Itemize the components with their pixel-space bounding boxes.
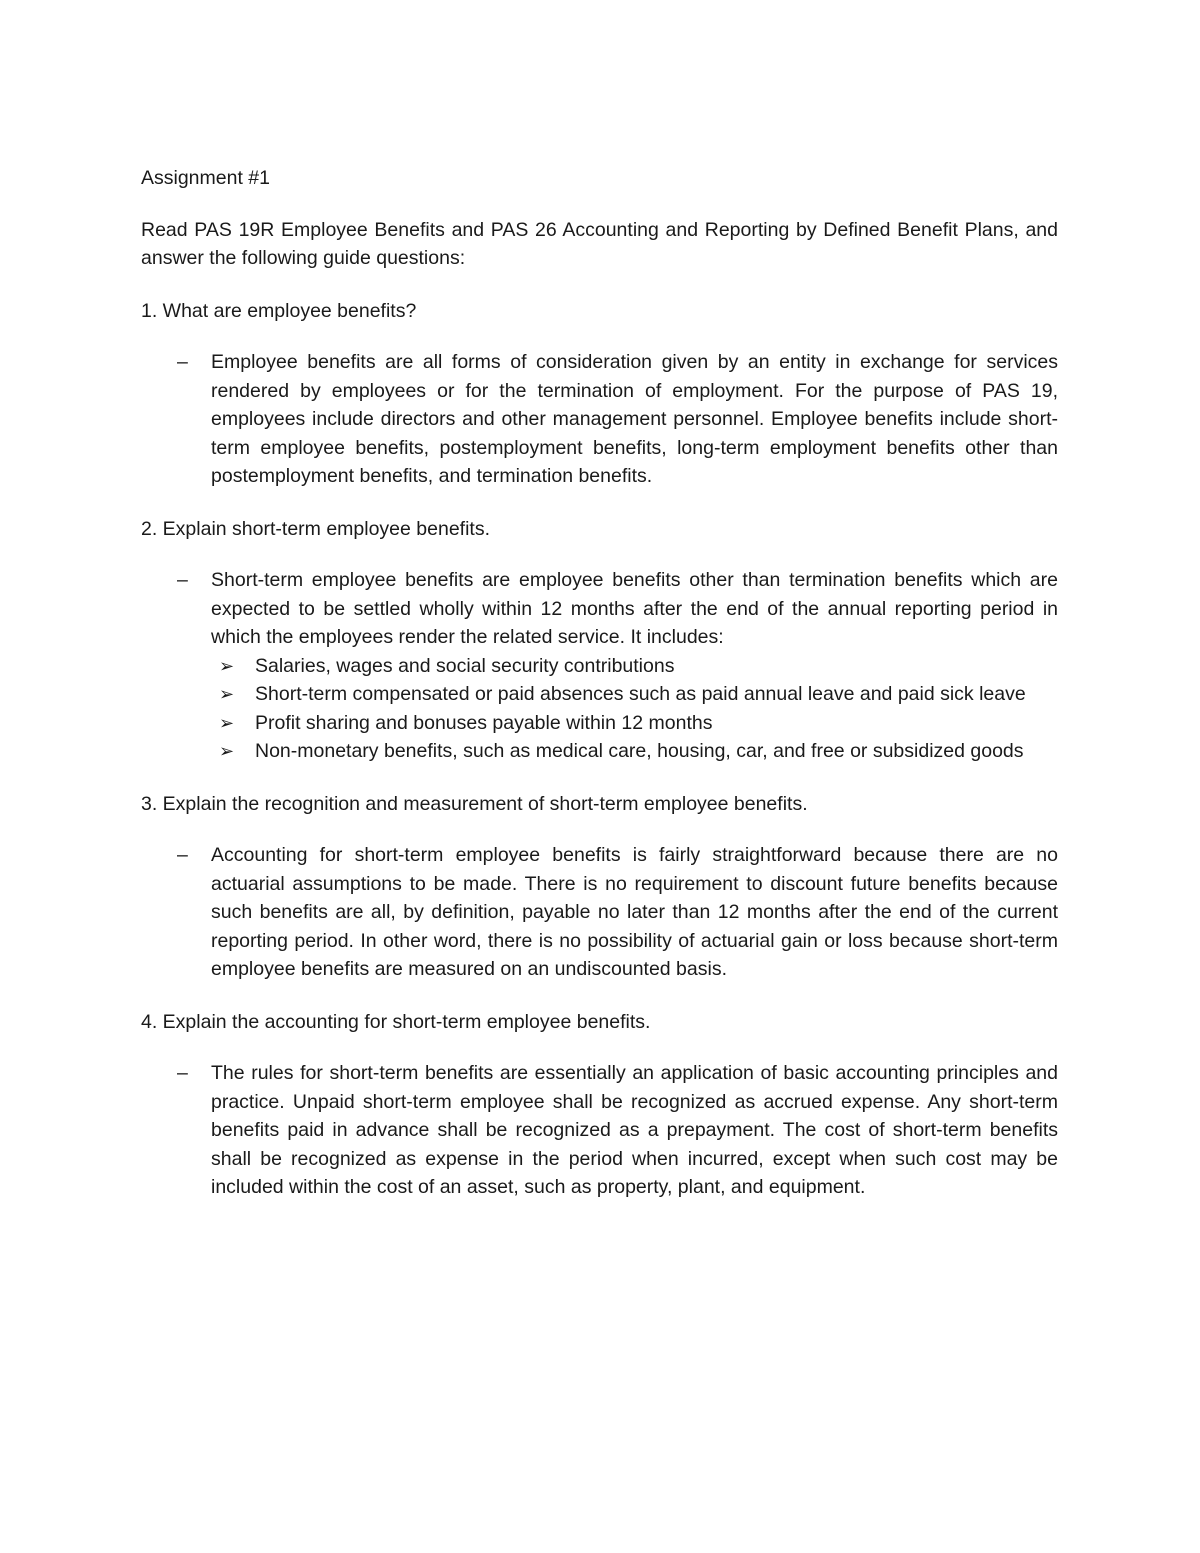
answer-2 <box>141 566 1058 766</box>
question-4: 4. Explain the accounting for short-term employee benefits. <box>141 1010 651 1033</box>
bullet-text: Non-monetary benefits, such as medical care, housing, car, and free or subsidized goods <box>255 740 1024 762</box>
bullet-item <box>211 652 1058 681</box>
dash-marker: – <box>177 1062 188 1084</box>
arrow-bullet-icon: ➢ <box>219 684 235 704</box>
answer-1 <box>141 348 1058 491</box>
arrow-bullet-icon: ➢ <box>219 712 235 733</box>
bullet-text: Short-term compensated or paid absences such as paid annual leave and paid sick leave <box>255 683 1026 705</box>
question-3: 3. Explain the recognition and measurement of short-term employee benefits. <box>141 792 808 815</box>
bullet-item <box>211 680 1058 709</box>
document-page <box>141 164 1058 1226</box>
bullet-text: Salaries, wages and social security contributions <box>255 654 675 677</box>
answer-1-text: Employee benefits are all forms of consideration given by an entity in exchange for services rendered by employees or for the termination of employment. For the purpose of PAS 19, employees include directors and other management personnel. Employee benefits include short-term employee benefits, postemployment benefits, long-term employment benefits other than postemployment benefits, and termination benefits. <box>211 351 1058 487</box>
answer-2-bullet-list <box>211 652 1058 766</box>
dash-marker: – <box>177 844 188 866</box>
answer-3 <box>141 841 1058 984</box>
arrow-bullet-icon: ➢ <box>219 741 235 761</box>
answer-3-text: Accounting for short-term employee benefits is fairly straightforward because there are no actuarial assumptions to be made. There is no requirement to discount future benefits because such benefits are all, by definition, payable no later than 12 months after the end of the current reporting period. In other word, there is no possibility of actuarial gain or loss because short-term employee benefits are measured on an undiscounted basis. <box>211 844 1058 980</box>
answer-4-text: The rules for short-term benefits are essentially an application of basic accounting principles and practice. Unpaid short-term employee shall be recognized as accrued expense. Any short-term benefits paid in advance shall be recognized as a prepayment. The cost of short-term benefits shall be recognized as expense in the period when incurred, except when such cost may be included within the cost of an asset, such as property, plant, and equipment. <box>211 1062 1058 1198</box>
question-1: 1. What are employee benefits? <box>141 299 417 322</box>
question-2: 2. Explain short-term employee benefits. <box>141 517 491 540</box>
answer-4 <box>141 1059 1058 1202</box>
bullet-text: Profit sharing and bonuses payable within 12 months <box>255 711 713 734</box>
bullet-item <box>211 737 1058 766</box>
bullet-item <box>211 709 1058 738</box>
dash-marker: – <box>177 351 188 373</box>
answer-2-text: Short-term employee benefits are employee benefits other than termination benefits which are expected to be settled wholly within 12 months after the end of the annual reporting period in which the employees render the related service. It includes: <box>211 569 1058 648</box>
arrow-bullet-icon: ➢ <box>219 655 235 676</box>
document-title: Assignment #1 <box>141 167 270 189</box>
assignment-instructions: Read PAS 19R Employee Benefits and PAS 26 Accounting and Reporting by Defined Benefit Plans, and answer the following guide questions: <box>141 218 1058 269</box>
dash-marker: – <box>177 569 188 591</box>
